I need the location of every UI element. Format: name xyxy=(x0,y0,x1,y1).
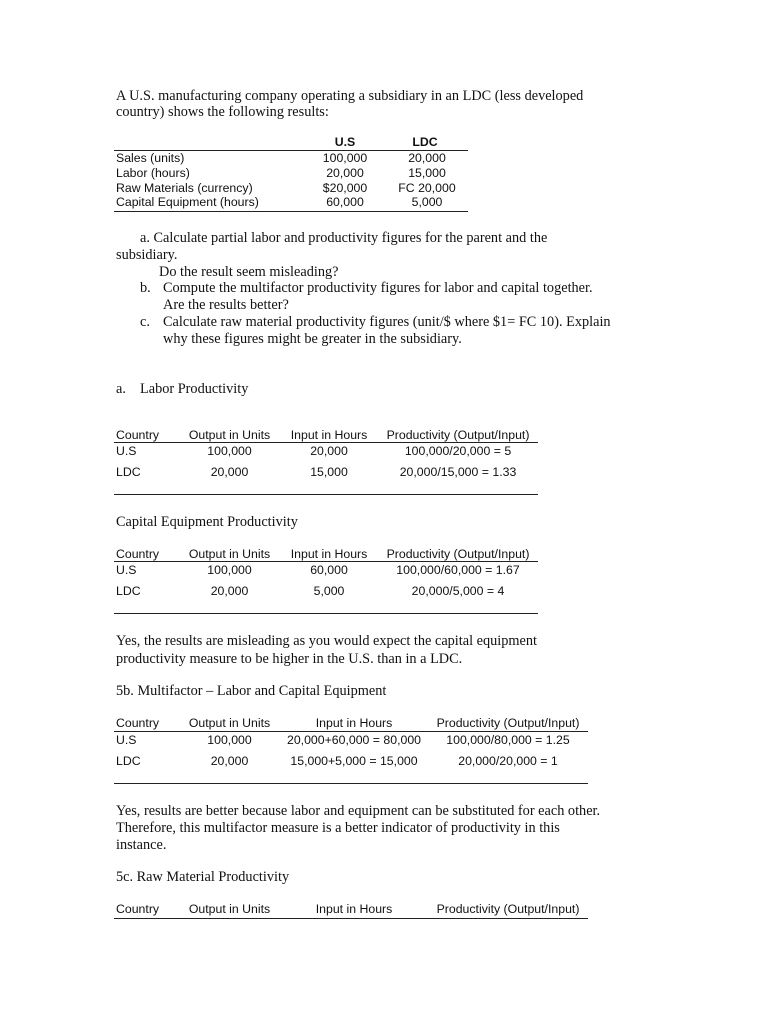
raw-header-rule xyxy=(114,918,588,919)
column-header-country: Country xyxy=(116,902,160,916)
results-row-label: Raw Materials (currency) xyxy=(116,181,253,195)
results-row-label: Labor (hours) xyxy=(116,166,190,180)
column-header-output: Output in Units xyxy=(188,902,271,916)
multifactor-row-input: 20,000+60,000 = 80,000 xyxy=(286,733,422,747)
labor-header-rule xyxy=(114,442,538,443)
labor-row-country: LDC xyxy=(116,465,141,479)
results-row-ldc: FC 20,000 xyxy=(398,181,456,195)
capital-row-country: U.S xyxy=(116,563,137,577)
multifactor-row-productivity: 20,000/20,000 = 1 xyxy=(458,754,558,768)
question-b-line-1: Compute the multifactor productivity figures for labor and capital together. xyxy=(163,280,593,296)
multifactor-row-input: 15,000+5,000 = 15,000 xyxy=(290,754,418,768)
labor-bottom-rule xyxy=(114,494,538,495)
labor-section-title: Labor Productivity xyxy=(140,381,249,397)
results-bottom-rule xyxy=(114,211,468,212)
column-header-country: Country xyxy=(116,716,160,730)
column-header-productivity: Productivity (Output/Input) xyxy=(436,902,580,916)
column-header-input: Input in Hours xyxy=(290,547,368,561)
column-header-productivity: Productivity (Output/Input) xyxy=(436,716,580,730)
intro-line-1: A U.S. manufacturing company operating a subsidiary in an LDC (less developed xyxy=(116,88,584,104)
column-header-output: Output in Units xyxy=(188,716,271,730)
multifactor-row-output: 20,000 xyxy=(210,754,249,768)
labor-section-marker: a. xyxy=(116,381,126,397)
better-answer-line-3: instance. xyxy=(116,837,167,853)
intro-line-2: country) shows the following results: xyxy=(116,104,329,120)
labor-row-output: 20,000 xyxy=(210,465,249,479)
capital-row-productivity: 20,000/5,000 = 4 xyxy=(411,584,505,598)
multifactor-row-country: LDC xyxy=(116,754,141,768)
better-answer-line-2: Therefore, this multifactor measure is a better indicator of productivity in this xyxy=(116,820,560,836)
column-header-country: Country xyxy=(116,547,160,561)
capital-row-output: 100,000 xyxy=(207,563,252,577)
question-c-marker: c. xyxy=(140,314,150,330)
question-c-line-1: Calculate raw material productivity figures (unit/$ where $1= FC 10). Explain xyxy=(163,314,611,330)
column-header-input: Input in Hours xyxy=(315,716,393,730)
question-a-line-3: Do the result seem misleading? xyxy=(159,264,339,280)
capital-row-input: 5,000 xyxy=(313,584,345,598)
capital-row-productivity: 100,000/60,000 = 1.67 xyxy=(396,563,520,577)
results-row-ldc: 15,000 xyxy=(408,166,446,180)
capital-row-output: 20,000 xyxy=(210,584,249,598)
multifactor-bottom-rule xyxy=(114,783,588,784)
labor-row-input: 20,000 xyxy=(310,444,348,458)
labor-row-productivity: 20,000/15,000 = 1.33 xyxy=(399,465,517,479)
capital-row-input: 60,000 xyxy=(310,563,348,577)
labor-row-country: U.S xyxy=(116,444,137,458)
multifactor-section-title: 5b. Multifactor – Labor and Capital Equipment xyxy=(116,683,387,699)
labor-row-input: 15,000 xyxy=(310,465,348,479)
multifactor-header-rule xyxy=(114,731,588,732)
better-answer-line-1: Yes, results are better because labor and equipment can be substituted for each other. xyxy=(116,803,601,819)
misleading-answer-line-2: productivity measure to be higher in the U.S. than in a LDC. xyxy=(116,651,463,667)
capital-header-rule xyxy=(114,561,538,562)
results-row-label: Sales (units) xyxy=(116,151,185,165)
column-header-output: Output in Units xyxy=(188,428,271,442)
results-row-us: 100,000 xyxy=(322,151,368,165)
column-header-input: Input in Hours xyxy=(315,902,393,916)
question-a-line-2: subsidiary. xyxy=(116,247,178,263)
capital-section-title: Capital Equipment Productivity xyxy=(116,514,298,530)
results-row-us: 20,000 xyxy=(326,166,364,180)
column-header-input: Input in Hours xyxy=(290,428,368,442)
results-row-us: $20,000 xyxy=(322,181,368,195)
question-b-line-2: Are the results better? xyxy=(163,297,289,313)
results-row-label: Capital Equipment (hours) xyxy=(116,195,259,209)
column-header-country: Country xyxy=(116,428,160,442)
question-a-line-1: a. Calculate partial labor and productivity figures for the parent and the xyxy=(140,230,548,246)
column-header-output: Output in Units xyxy=(188,547,271,561)
capital-row-country: LDC xyxy=(116,584,141,598)
question-c-line-2: why these figures might be greater in the subsidiary. xyxy=(163,331,462,347)
results-row-us: 60,000 xyxy=(326,195,364,209)
column-header-productivity: Productivity (Output/Input) xyxy=(386,428,530,442)
multifactor-row-country: U.S xyxy=(116,733,137,747)
multifactor-row-productivity: 100,000/80,000 = 1.25 xyxy=(446,733,570,747)
results-row-ldc: 20,000 xyxy=(408,151,446,165)
multifactor-row-output: 100,000 xyxy=(207,733,252,747)
results-header-ldc: LDC xyxy=(412,135,438,149)
column-header-productivity: Productivity (Output/Input) xyxy=(386,547,530,561)
misleading-answer-line-1: Yes, the results are misleading as you would expect the capital equipment xyxy=(116,633,537,649)
raw-section-title: 5c. Raw Material Productivity xyxy=(116,869,290,885)
labor-row-output: 100,000 xyxy=(207,444,252,458)
question-b-marker: b. xyxy=(140,280,151,296)
results-row-ldc: 5,000 xyxy=(411,195,443,209)
labor-row-productivity: 100,000/20,000 = 5 xyxy=(404,444,512,458)
results-header-us: U.S xyxy=(334,135,356,149)
capital-bottom-rule xyxy=(114,613,538,614)
